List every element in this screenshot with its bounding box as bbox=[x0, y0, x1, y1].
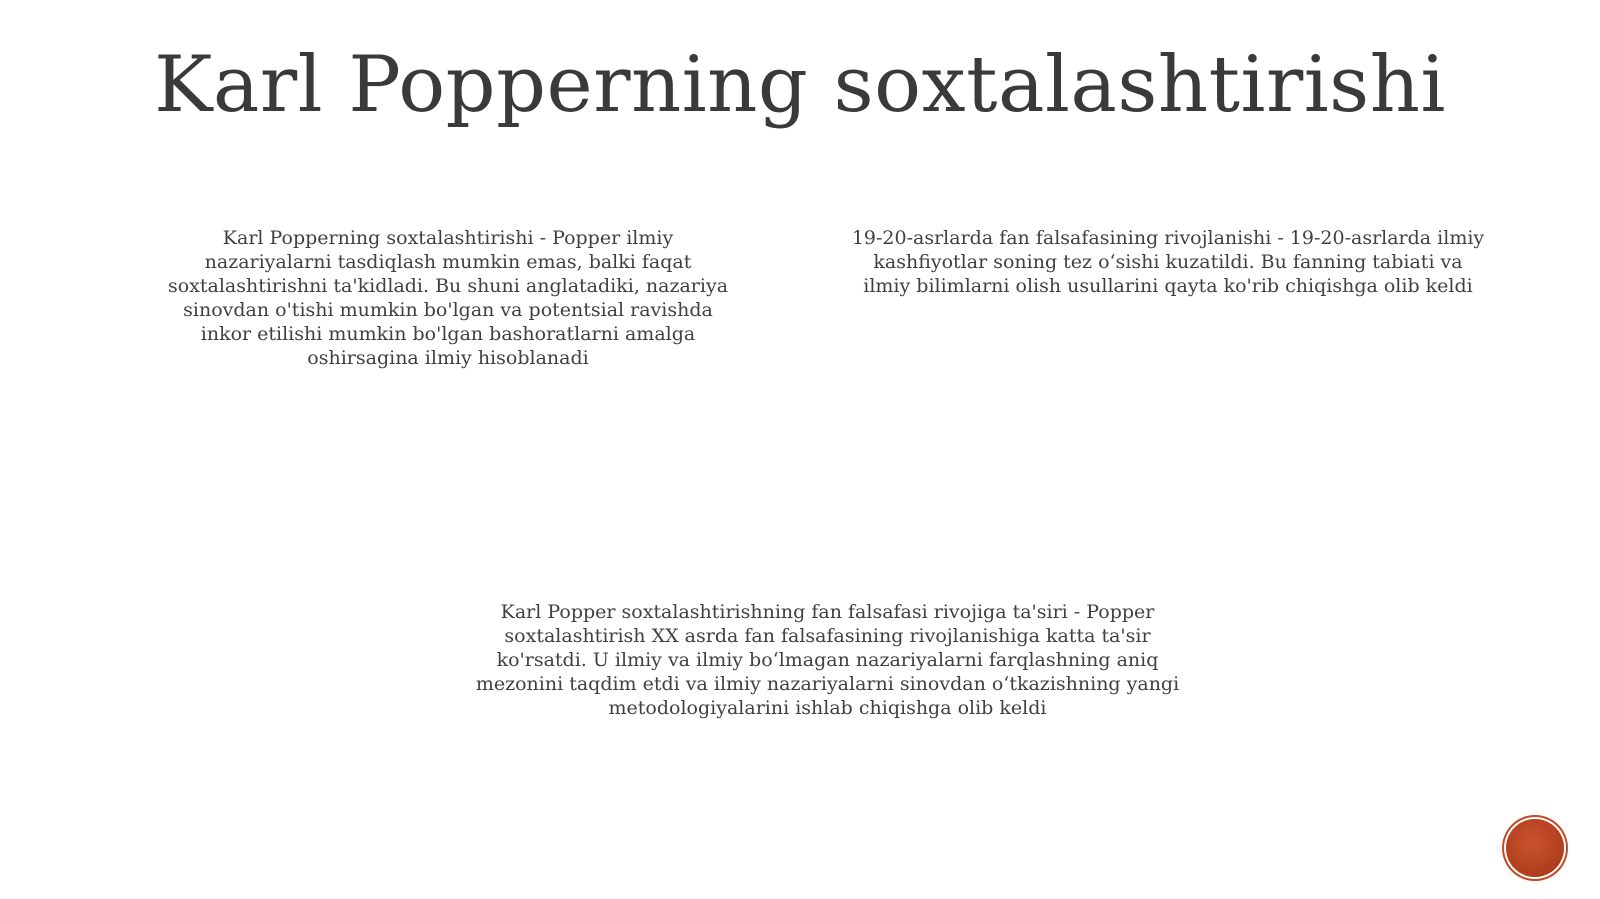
text-block-philosophy-of-science-19-20: 19-20-asrlarda fan falsafasining rivojlanishi - 19-20-asrlarda ilmiy kashfiyotlar soning tez o‘sishi kuzatildi. Bu fanning tabiati va ilmiy bilimlarni olish usullarini qayta ko'rib chiqishga olib keldi bbox=[851, 227, 1485, 297]
text-block-popper-influence: Karl Popper soxtalashtirishning fan falsafasi rivojiga ta'siri - Popper soxtalashtirish XX asrda fan falsafasining rivojlanishiga katta ta'sir ko'rsatdi. U ilmiy va ilmiy bo‘lmagan nazariyalarni farqlashning aniq mezonini taqdim etdi va ilmiy nazariyalarni sinovdan o‘tkazishning yangi metodologiyalarini ishlab chiqishga olib keldi bbox=[475, 601, 1180, 719]
slide-title: Karl Popperning soxtalashtirishi bbox=[154, 40, 1446, 130]
text-block-popper-falsification: Karl Popperning soxtalashtirishi - Popper ilmiy nazariyalarni tasdiqlash mumkin emas, balki faqat soxtalashtirishni ta'kidladi. Bu shuni anglatadiki, nazariya sinovdan o'tishi mumkin bo'lgan va potentsial ravishda inkor etilishi mumkin bo'lgan bashoratlarni amalga oshirsagina ilmiy hisoblanadi bbox=[167, 227, 729, 369]
slide-nav-circle-icon[interactable] bbox=[1506, 819, 1564, 877]
